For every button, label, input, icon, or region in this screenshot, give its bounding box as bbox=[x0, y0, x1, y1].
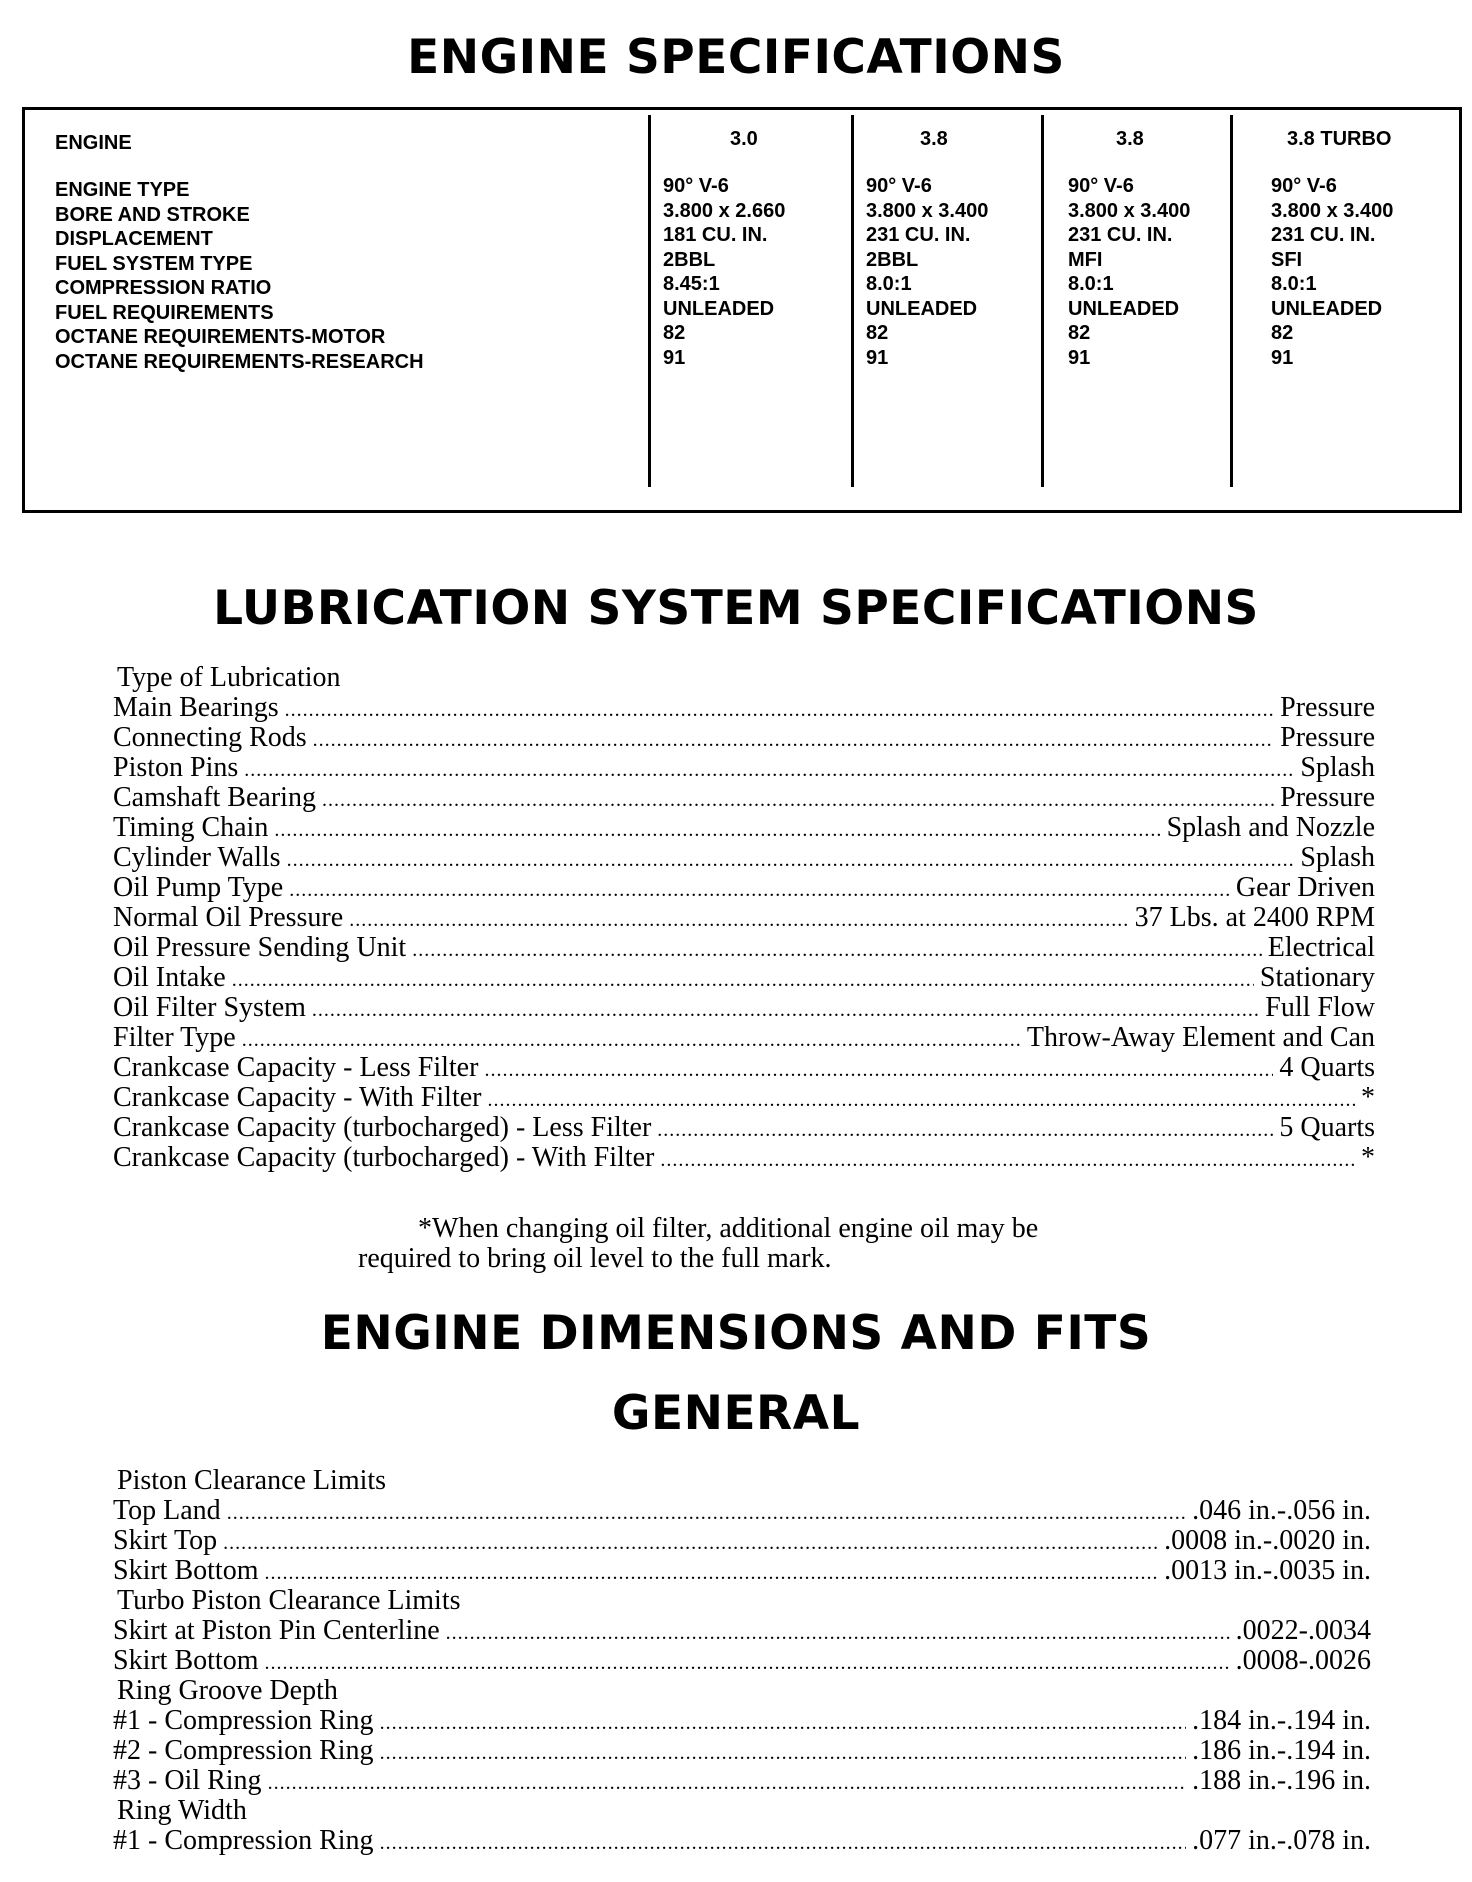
cell-value: MFI bbox=[1068, 248, 1103, 271]
values-col-2 bbox=[866, 174, 988, 370]
cell-value: 82 bbox=[663, 322, 686, 344]
footnote-line-1: *When changing oil filter, additional engine oil may be bbox=[418, 1213, 1039, 1244]
leader-dots bbox=[349, 905, 1128, 935]
cell-value: UNLEADED bbox=[1271, 297, 1383, 320]
spec-label: Skirt at Piston Pin Centerline bbox=[113, 1615, 440, 1646]
leader-dots bbox=[287, 845, 1295, 875]
dimensions-spec-list bbox=[113, 1466, 1371, 1856]
leader-dots bbox=[285, 695, 1274, 725]
spec-label: Normal Oil Pressure bbox=[113, 902, 344, 933]
leader-dots bbox=[412, 935, 1262, 965]
spec-row bbox=[113, 783, 1375, 813]
spec-value: Splash bbox=[1300, 842, 1375, 873]
spec-row bbox=[113, 1113, 1375, 1143]
leader-dots bbox=[657, 1115, 1273, 1145]
leader-dots bbox=[264, 1558, 1158, 1588]
spec-value: Splash and Nozzle bbox=[1166, 812, 1375, 843]
spec-row bbox=[113, 693, 1375, 723]
spec-row bbox=[113, 903, 1375, 933]
spec-value: .186 in.-.194 in. bbox=[1192, 1735, 1371, 1766]
spec-value: * bbox=[1361, 1142, 1375, 1173]
spec-value: Electrical bbox=[1267, 932, 1375, 963]
cell-value: 91 bbox=[866, 346, 889, 369]
table-header-col-3: 3.8 bbox=[1116, 128, 1144, 150]
spec-label: Crankcase Capacity (turbocharged) - With Filter bbox=[113, 1142, 655, 1173]
spec-value: Gear Driven bbox=[1235, 872, 1375, 903]
column-divider bbox=[648, 115, 651, 487]
spec-label: #1 - Compression Ring bbox=[113, 1705, 374, 1736]
cell-value: 8.0:1 bbox=[1271, 273, 1317, 295]
general-subtitle: GENERAL bbox=[611, 1386, 861, 1441]
cell-value: 90° V-6 bbox=[866, 175, 932, 197]
spec-label: Oil Pressure Sending Unit bbox=[113, 932, 407, 963]
spec-row bbox=[113, 1083, 1375, 1113]
cell-value: 3.800 x 3.400 bbox=[1068, 199, 1191, 222]
spec-row bbox=[113, 1766, 1371, 1796]
spec-value: .0013 in.-.0035 in. bbox=[1164, 1555, 1371, 1586]
cell-value: 91 bbox=[1271, 346, 1294, 369]
leader-dots bbox=[242, 1025, 1021, 1055]
table-header-col-1: 3.0 bbox=[730, 128, 758, 150]
lubrication-specifications-title: LUBRICATION SYSTEM SPECIFICATIONS bbox=[213, 581, 1259, 636]
spec-value: .0008 in.-.0020 in. bbox=[1164, 1525, 1371, 1556]
spec-row bbox=[113, 1556, 1371, 1586]
spec-row bbox=[113, 753, 1375, 783]
leader-dots bbox=[223, 1528, 1158, 1558]
engine-specifications-table bbox=[22, 107, 1462, 513]
cell-value: UNLEADED bbox=[663, 297, 775, 320]
spec-value: .0022-.0034 bbox=[1235, 1615, 1371, 1646]
footnote-line-2: required to bring oil level to the full mark. bbox=[358, 1243, 832, 1274]
spec-label: Cylinder Walls bbox=[113, 842, 281, 873]
group-label: Type of Lubrication bbox=[117, 662, 341, 693]
leader-dots bbox=[244, 755, 1294, 785]
spec-row bbox=[113, 1616, 1371, 1646]
spec-label: Filter Type bbox=[113, 1022, 236, 1053]
cell-value: 82 bbox=[1068, 322, 1091, 344]
cell-value: 8.0:1 bbox=[866, 273, 912, 295]
spec-label: Oil Intake bbox=[113, 962, 226, 993]
leader-dots bbox=[380, 1738, 1187, 1768]
cell-value: 91 bbox=[1068, 346, 1091, 369]
cell-value: 90° V-6 bbox=[1271, 175, 1337, 197]
spec-row bbox=[113, 1826, 1371, 1856]
leader-dots bbox=[264, 1648, 1229, 1678]
leader-dots bbox=[232, 965, 1254, 995]
cell-value: 8.45:1 bbox=[663, 273, 720, 295]
cell-value: 2BBL bbox=[663, 248, 716, 271]
spec-row bbox=[113, 813, 1375, 843]
group-label: Turbo Piston Clearance Limits bbox=[117, 1585, 461, 1616]
spec-label: Timing Chain bbox=[113, 812, 269, 843]
row-label: OCTANE REQUIREMENTS-MOTOR bbox=[55, 326, 386, 348]
spec-label: Skirt Top bbox=[113, 1525, 218, 1556]
spec-value: Full Flow bbox=[1265, 992, 1375, 1023]
cell-value: 2BBL bbox=[866, 248, 919, 271]
leader-dots bbox=[227, 1498, 1186, 1528]
group-label: Ring Width bbox=[117, 1795, 247, 1826]
spec-row bbox=[113, 1736, 1371, 1766]
spec-label: Oil Filter System bbox=[113, 992, 306, 1023]
spec-label: Connecting Rods bbox=[113, 722, 307, 753]
row-label: OCTANE REQUIREMENTS-RESEARCH bbox=[55, 350, 424, 373]
leader-dots bbox=[274, 815, 1160, 845]
group-label: Piston Clearance Limits bbox=[117, 1465, 387, 1496]
spec-row bbox=[113, 963, 1375, 993]
row-label: FUEL SYSTEM TYPE bbox=[55, 252, 253, 275]
spec-label: #3 - Oil Ring bbox=[113, 1765, 262, 1796]
leader-dots bbox=[487, 1085, 1355, 1115]
spec-value: .077 in.-.078 in. bbox=[1192, 1825, 1371, 1856]
spec-label: Crankcase Capacity - With Filter bbox=[113, 1082, 482, 1113]
column-divider bbox=[851, 115, 854, 487]
row-label: COMPRESSION RATIO bbox=[55, 277, 272, 299]
leader-dots bbox=[313, 725, 1274, 755]
spec-value: Pressure bbox=[1280, 692, 1375, 723]
spec-label: Crankcase Capacity (turbocharged) - Less Filter bbox=[113, 1112, 652, 1143]
spec-row bbox=[113, 1526, 1371, 1556]
leader-dots bbox=[268, 1768, 1187, 1798]
cell-value: 181 CU. IN. bbox=[663, 224, 768, 246]
spec-value: .0008-.0026 bbox=[1235, 1645, 1371, 1676]
leader-dots bbox=[322, 785, 1274, 815]
spec-label: Piston Pins bbox=[113, 752, 239, 783]
leader-dots bbox=[380, 1828, 1187, 1858]
group-label: Ring Groove Depth bbox=[117, 1675, 338, 1706]
cell-value: 3.800 x 2.660 bbox=[663, 199, 786, 222]
table-header-col-2: 3.8 bbox=[920, 128, 948, 150]
cell-value: 8.0:1 bbox=[1068, 273, 1114, 295]
spec-row bbox=[113, 1706, 1371, 1736]
leader-dots bbox=[380, 1708, 1187, 1738]
leader-dots bbox=[289, 875, 1230, 905]
spec-label: Skirt Bottom bbox=[113, 1645, 259, 1676]
cell-value: 3.800 x 3.400 bbox=[866, 199, 989, 222]
row-label: BORE AND STROKE bbox=[55, 203, 250, 226]
spec-row bbox=[113, 1053, 1375, 1083]
cell-value: 91 bbox=[663, 346, 686, 369]
spec-label: Oil Pump Type bbox=[113, 872, 284, 903]
row-labels bbox=[55, 178, 424, 374]
spec-row bbox=[113, 1023, 1375, 1053]
column-divider bbox=[1230, 115, 1233, 487]
spec-value: Splash bbox=[1300, 752, 1375, 783]
values-col-1 bbox=[663, 174, 785, 370]
cell-value: 231 CU. IN. bbox=[1068, 224, 1173, 246]
spec-value: 37 Lbs. at 2400 RPM bbox=[1134, 902, 1375, 933]
spec-value: .046 in.-.056 in. bbox=[1192, 1495, 1371, 1526]
leader-dots bbox=[446, 1618, 1230, 1648]
spec-value: Throw-Away Element and Can bbox=[1026, 1022, 1375, 1053]
cell-value: 90° V-6 bbox=[663, 175, 729, 197]
cell-value: 90° V-6 bbox=[1068, 175, 1134, 197]
cell-value: SFI bbox=[1271, 248, 1303, 271]
row-label: ENGINE TYPE bbox=[55, 179, 190, 201]
spec-value: Pressure bbox=[1280, 782, 1375, 813]
spec-value: 4 Quarts bbox=[1279, 1052, 1375, 1083]
column-divider bbox=[1041, 115, 1044, 487]
leader-dots bbox=[660, 1145, 1355, 1175]
spec-row bbox=[113, 1496, 1371, 1526]
spec-value: 5 Quarts bbox=[1279, 1112, 1375, 1143]
lubrication-spec-list bbox=[113, 663, 1375, 1173]
engine-specifications-title: ENGINE SPECIFICATIONS bbox=[407, 30, 1065, 85]
leader-dots bbox=[484, 1055, 1273, 1085]
cell-value: UNLEADED bbox=[1068, 297, 1180, 320]
cell-value: 82 bbox=[866, 322, 889, 344]
cell-value: 3.800 x 3.400 bbox=[1271, 199, 1394, 222]
engine-dimensions-title: ENGINE DIMENSIONS AND FITS bbox=[320, 1306, 1152, 1361]
leader-dots bbox=[312, 995, 1259, 1025]
spec-row bbox=[113, 1143, 1375, 1173]
spec-value: .188 in.-.196 in. bbox=[1192, 1765, 1371, 1796]
row-label: DISPLACEMENT bbox=[55, 228, 213, 250]
cell-value: UNLEADED bbox=[866, 297, 978, 320]
spec-row bbox=[113, 1646, 1371, 1676]
spec-label: Main Bearings bbox=[113, 692, 279, 723]
spec-row bbox=[113, 993, 1375, 1023]
table-header-engine: ENGINE bbox=[55, 132, 132, 154]
spec-row bbox=[113, 723, 1375, 753]
values-col-3 bbox=[1068, 174, 1190, 370]
spec-value: Pressure bbox=[1280, 722, 1375, 753]
spec-row bbox=[113, 873, 1375, 903]
spec-row bbox=[113, 933, 1375, 963]
table-header-col-4: 3.8 TURBO bbox=[1287, 128, 1392, 150]
row-label: FUEL REQUIREMENTS bbox=[55, 301, 274, 324]
spec-label: Top Land bbox=[113, 1495, 221, 1526]
spec-label: Camshaft Bearing bbox=[113, 782, 316, 813]
spec-label: Skirt Bottom bbox=[113, 1555, 259, 1586]
spec-label: #1 - Compression Ring bbox=[113, 1825, 374, 1856]
spec-value: Stationary bbox=[1259, 962, 1375, 993]
values-col-4 bbox=[1271, 174, 1393, 370]
spec-label: #2 - Compression Ring bbox=[113, 1735, 374, 1766]
cell-value: 82 bbox=[1271, 322, 1294, 344]
spec-label: Crankcase Capacity - Less Filter bbox=[113, 1052, 479, 1083]
spec-value: .184 in.-.194 in. bbox=[1192, 1705, 1371, 1736]
spec-value: * bbox=[1361, 1082, 1375, 1113]
spec-row bbox=[113, 843, 1375, 873]
cell-value: 231 CU. IN. bbox=[1271, 224, 1376, 246]
cell-value: 231 CU. IN. bbox=[866, 224, 971, 246]
